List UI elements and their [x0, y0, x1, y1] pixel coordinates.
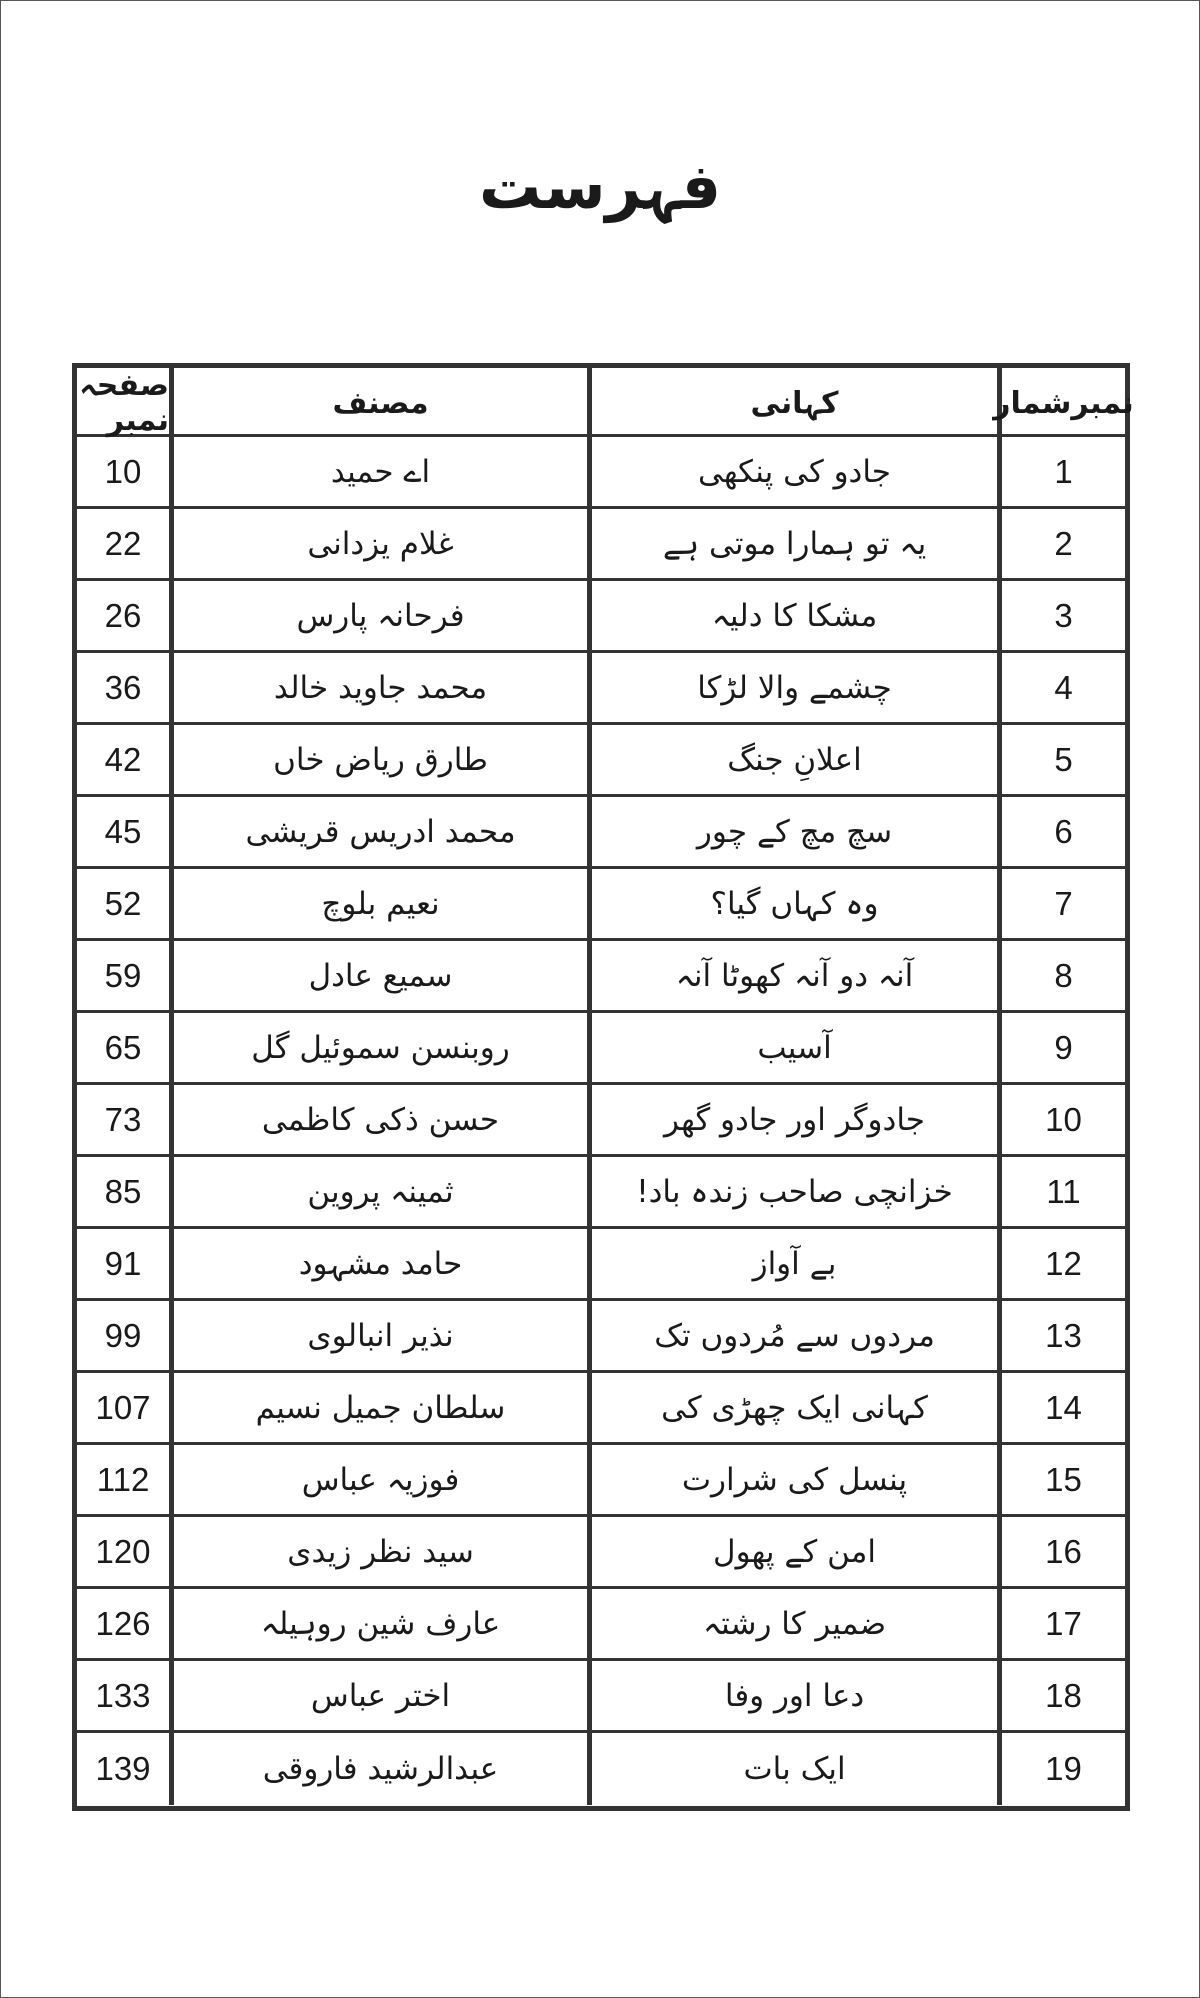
story-title-cell: سچ مچ کے چور	[587, 797, 997, 866]
page-number-cell-value: 112	[96, 1460, 150, 1498]
serial-cell-value: 12	[1045, 1244, 1082, 1282]
author-cell: حسن ذکی کاظمی	[169, 1085, 587, 1154]
author-cell: فوزیہ عباس	[169, 1445, 587, 1514]
story-title-cell: وہ کہاں گیا؟	[587, 869, 997, 938]
story-title-cell: خزانچی صاحب زندہ باد!	[587, 1157, 997, 1226]
header-serial: نمبرشمار	[997, 368, 1125, 438]
story-title-cell: مردوں سے مُردوں تک	[587, 1301, 997, 1370]
page-number-cell-value: 120	[95, 1532, 151, 1570]
serial-cell-value: 11	[1046, 1172, 1081, 1210]
author-cell: محمد ادریس قریشی	[169, 797, 587, 866]
author-cell: غلام یزدانی	[169, 509, 587, 578]
serial-cell	[997, 941, 1125, 1010]
page-number-cell	[77, 1085, 169, 1154]
page-number-cell-value: 107	[95, 1388, 151, 1426]
author-cell: عارف شین روہیلہ	[169, 1589, 587, 1658]
author-cell: سلطان جمیل نسیم	[169, 1373, 587, 1442]
table-header-row	[77, 368, 1134, 438]
serial-cell	[997, 509, 1125, 578]
page-number-cell-value: 45	[104, 812, 142, 850]
table-row	[77, 1085, 1125, 1157]
author-cell: فرحانہ پارس	[169, 581, 587, 650]
story-title-cell: اعلانِ جنگ	[587, 725, 997, 794]
author-cell: نذیر انبالوی	[169, 1301, 587, 1370]
serial-cell	[997, 1445, 1125, 1514]
serial-cell-value: 1	[1054, 452, 1073, 490]
author-cell: محمد جاوید خالد	[169, 653, 587, 722]
table-row	[77, 1517, 1125, 1589]
table-row	[77, 1589, 1125, 1661]
page-number-cell	[77, 581, 169, 650]
serial-cell-value: 14	[1045, 1388, 1082, 1426]
story-title-cell: مشکا کا دلیہ	[587, 581, 997, 650]
page-number-cell-value: 91	[104, 1244, 142, 1282]
serial-cell-value: 5	[1054, 740, 1073, 778]
story-title-cell: آنہ دو آنہ کھوٹا آنہ	[587, 941, 997, 1010]
serial-cell-value: 10	[1045, 1100, 1082, 1138]
table-row	[77, 1157, 1125, 1229]
page-number-cell-value: 36	[104, 668, 142, 706]
page-number-cell-value: 133	[95, 1676, 151, 1714]
page-number-cell-value: 139	[95, 1750, 151, 1787]
page-number-cell	[77, 437, 169, 506]
table-row	[77, 1661, 1125, 1733]
page-number-cell-value: 42	[104, 740, 142, 778]
table-row	[77, 1301, 1125, 1373]
header-author: مصنف	[169, 368, 587, 438]
serial-cell-value: 17	[1045, 1604, 1082, 1642]
page-number-cell	[77, 941, 169, 1010]
table-row	[77, 797, 1125, 869]
author-cell: اختر عباس	[169, 1661, 587, 1730]
serial-cell	[997, 725, 1125, 794]
story-title-cell: امن کے پھول	[587, 1517, 997, 1586]
author-cell: ثمینہ پروین	[169, 1157, 587, 1226]
page-number-cell	[77, 1013, 169, 1082]
serial-cell	[997, 1229, 1125, 1298]
serial-cell	[997, 1157, 1125, 1226]
contents-table	[72, 363, 1134, 1811]
serial-cell	[997, 1517, 1125, 1586]
table-row	[77, 509, 1125, 581]
page-number-cell	[77, 653, 169, 722]
page-number-cell	[77, 869, 169, 938]
page-number-cell-value: 52	[104, 884, 142, 922]
page-number-cell	[77, 1229, 169, 1298]
serial-cell	[997, 437, 1125, 506]
serial-cell	[997, 581, 1125, 650]
serial-cell-value: 8	[1054, 956, 1073, 994]
story-title-cell: یہ تو ہمارا موتی ہے	[587, 509, 997, 578]
table-row	[77, 725, 1125, 797]
author-cell: حامد مشہود	[169, 1229, 587, 1298]
story-title-cell: کہانی ایک چھڑی کی	[587, 1373, 997, 1442]
page-number-cell-value: 65	[104, 1028, 142, 1066]
serial-cell-value: 7	[1054, 884, 1073, 922]
story-title-cell: ایک بات	[587, 1733, 997, 1805]
header-story: کہانی	[587, 368, 997, 438]
story-title-cell: جادو کی پنکھی	[587, 437, 997, 506]
author-cell: طارق ریاض خاں	[169, 725, 587, 794]
serial-cell	[997, 1301, 1125, 1370]
story-title-cell: ضمیر کا رشتہ	[587, 1589, 997, 1658]
serial-cell	[997, 797, 1125, 866]
table-row	[77, 653, 1125, 725]
page-number-cell	[77, 1373, 169, 1442]
serial-cell-value: 19	[1045, 1750, 1082, 1787]
serial-cell	[997, 1013, 1125, 1082]
page-number-cell	[77, 509, 169, 578]
table-row	[77, 1229, 1125, 1301]
page-number-cell-value: 85	[104, 1172, 142, 1210]
serial-cell-value: 9	[1054, 1028, 1073, 1066]
serial-cell	[997, 1661, 1125, 1730]
page-number-cell	[77, 1661, 169, 1730]
table-row	[77, 437, 1125, 509]
story-title-cell: دعا اور وفا	[587, 1661, 997, 1730]
table-row	[77, 1373, 1125, 1445]
serial-cell-value: 18	[1045, 1676, 1082, 1714]
page-number-cell	[77, 1733, 169, 1805]
story-title-cell: آسیب	[587, 1013, 997, 1082]
table-row	[77, 581, 1125, 653]
serial-cell-value: 4	[1054, 668, 1073, 706]
header-page: صفحہ نمبر	[79, 368, 169, 438]
page-number-cell	[77, 1517, 169, 1586]
page-number-cell	[77, 797, 169, 866]
page-number-cell-value: 26	[104, 596, 142, 634]
serial-cell-value: 16	[1045, 1532, 1082, 1570]
story-title-cell: بے آواز	[587, 1229, 997, 1298]
page-number-cell-value: 126	[95, 1604, 151, 1642]
serial-cell-value: 6	[1054, 812, 1073, 850]
author-cell: سمیع عادل	[169, 941, 587, 1010]
page-number-cell	[77, 725, 169, 794]
page-number-cell-value: 10	[104, 452, 142, 490]
page-number-cell-value: 73	[104, 1100, 142, 1138]
serial-cell-value: 15	[1045, 1460, 1082, 1498]
serial-cell	[997, 1373, 1125, 1442]
serial-cell	[997, 869, 1125, 938]
serial-cell-value: 13	[1045, 1316, 1082, 1354]
serial-cell	[997, 653, 1125, 722]
page-number-cell-value: 22	[104, 524, 142, 562]
page-number-cell	[77, 1589, 169, 1658]
page-title: فہرست	[478, 150, 722, 223]
serial-cell	[997, 1085, 1125, 1154]
table-row	[77, 869, 1125, 941]
serial-cell-value: 2	[1054, 524, 1073, 562]
author-cell: سید نظر زیدی	[169, 1517, 587, 1586]
author-cell: نعیم بلوچ	[169, 869, 587, 938]
story-title-cell: چشمے والا لڑکا	[587, 653, 997, 722]
story-title-cell: جادوگر اور جادو گھر	[587, 1085, 997, 1154]
page-number-cell-value: 99	[104, 1316, 142, 1354]
table-row	[77, 1013, 1125, 1085]
page-number-cell-value: 59	[104, 956, 142, 994]
page-number-cell	[77, 1445, 169, 1514]
serial-cell-value: 3	[1054, 596, 1073, 634]
serial-cell	[997, 1589, 1125, 1658]
table-row	[77, 1733, 1125, 1805]
table-row	[77, 941, 1125, 1013]
table-row	[77, 1445, 1125, 1517]
author-cell: عبدالرشید فاروقی	[169, 1733, 587, 1805]
page-number-cell	[77, 1157, 169, 1226]
author-cell: روبنسن سموئیل گل	[169, 1013, 587, 1082]
author-cell: اے حمید	[169, 437, 587, 506]
page-number-cell	[77, 1301, 169, 1370]
story-title-cell: پنسل کی شرارت	[587, 1445, 997, 1514]
serial-cell	[997, 1733, 1125, 1805]
